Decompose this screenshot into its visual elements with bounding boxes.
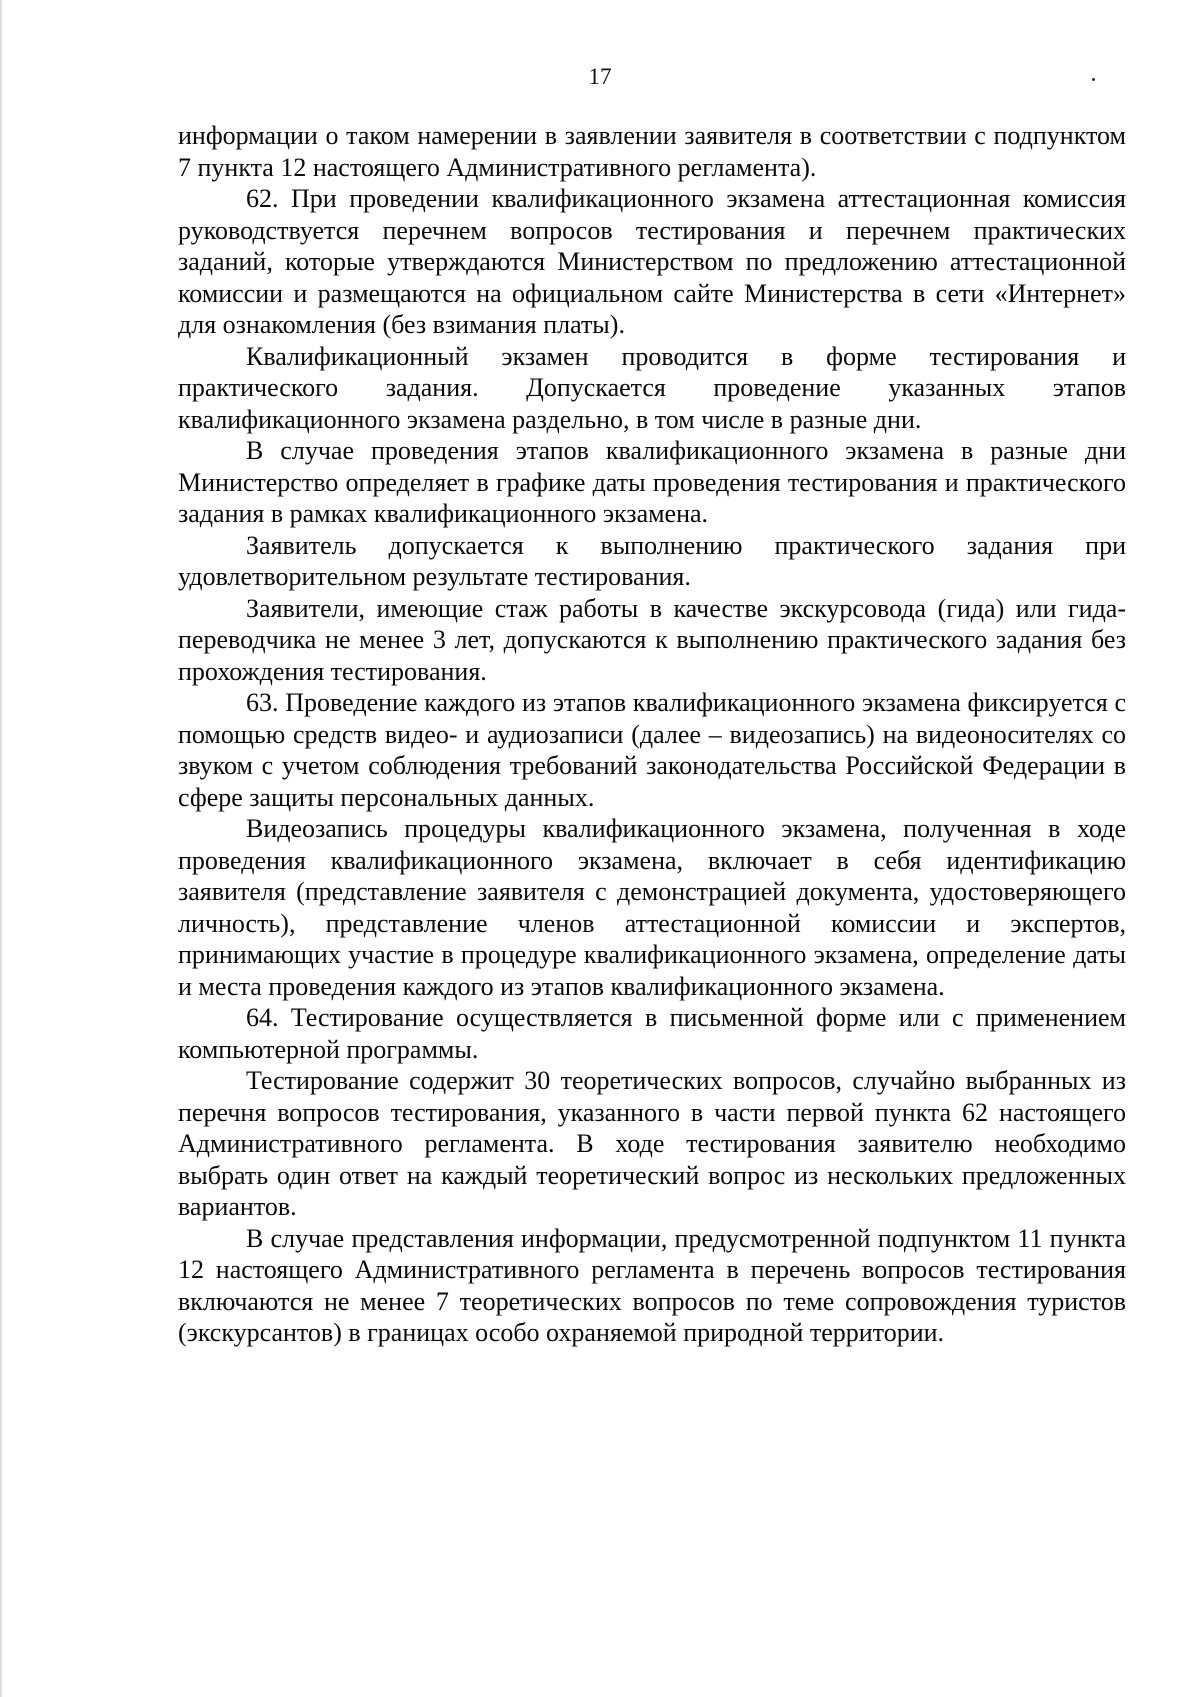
paragraph: Заявители, имеющие стаж работы в качестве экскурсовода (гида) или гида-переводчика не менее 3 лет, допускаются к выполнению практического задания без прохождения тестирования.	[178, 593, 1126, 686]
document-body	[178, 120, 1126, 1349]
paragraph-62: 62. При проведении квалификационного экзамена аттестационная комиссия руководствуется перечнем вопросов тестирования и перечнем практических заданий, которые утверждаются Министерством по предложению аттестационной комиссии и размещаются на официальном сайте Министерства в сети «Интернет» для ознакомления (без взимания платы).	[178, 184, 1126, 339]
paragraph-63: 63. Проведение каждого из этапов квалификационного экзамена фиксируется с помощью средств видео- и аудиозаписи (далее – видеозапись) на видеоносителях со звуком с учетом соблюдения требований законодательства Российской Федерации в сфере защиты персональных данных.	[178, 688, 1126, 812]
page-number: 17	[588, 64, 612, 89]
paragraph: Квалификационный экзамен проводится в форме тестирования и практического задания. Допускается проведение указанных этапов квалификационного экзамена раздельно, в том числе в разные дни.	[178, 341, 1126, 434]
scan-edge	[0, 0, 3, 1697]
paragraph: Тестирование содержит 30 теоретических вопросов, случайно выбранных из перечня вопросов тестирования, указанного в части первой пункта 62 настоящего Административного регламента. В ходе тестирования заявителю необходимо выбрать один ответ на каждый теоретический вопрос из нескольких предложенных вариантов.	[178, 1066, 1126, 1221]
paragraph: Видеозапись процедуры квалификационного экзамена, полученная в ходе проведения квалификационного экзамена, включает в себя идентификацию заявителя (представление заявителя с демонстрацией документа, удостоверяющего личность), представление членов аттестационной комиссии и экспертов, принимающих участие в процедуре квалификационного экзамена, определение даты и места проведения каждого из этапов квалификационного экзамена.	[178, 814, 1126, 1001]
paragraph: Заявитель допускается к выполнению практического задания при удовлетворительном результате тестирования.	[178, 530, 1126, 591]
paragraph: В случае проведения этапов квалификационного экзамена в разные дни Министерство определяет в графике даты проведения тестирования и практического задания в рамках квалификационного экзамена.	[178, 436, 1126, 528]
paragraph: В случае представления информации, предусмотренной подпунктом 11 пункта 12 настоящего Административного регламента в перечень вопросов тестирования включаются не менее 7 теоретических вопросов по теме сопровождения туристов (экскурсантов) в границах особо охраняемой природной территории.	[178, 1223, 1126, 1347]
paragraph-64: 64. Тестирование осуществляется в письменной форме или с применением компьютерной программы.	[178, 1003, 1126, 1064]
paragraph-continuation: информации о таком намерении в заявлении заявителя в соответствии с подпунктом 7 пункта 12 настоящего Административного регламента).	[178, 121, 1126, 182]
scan-speck	[1092, 78, 1095, 81]
